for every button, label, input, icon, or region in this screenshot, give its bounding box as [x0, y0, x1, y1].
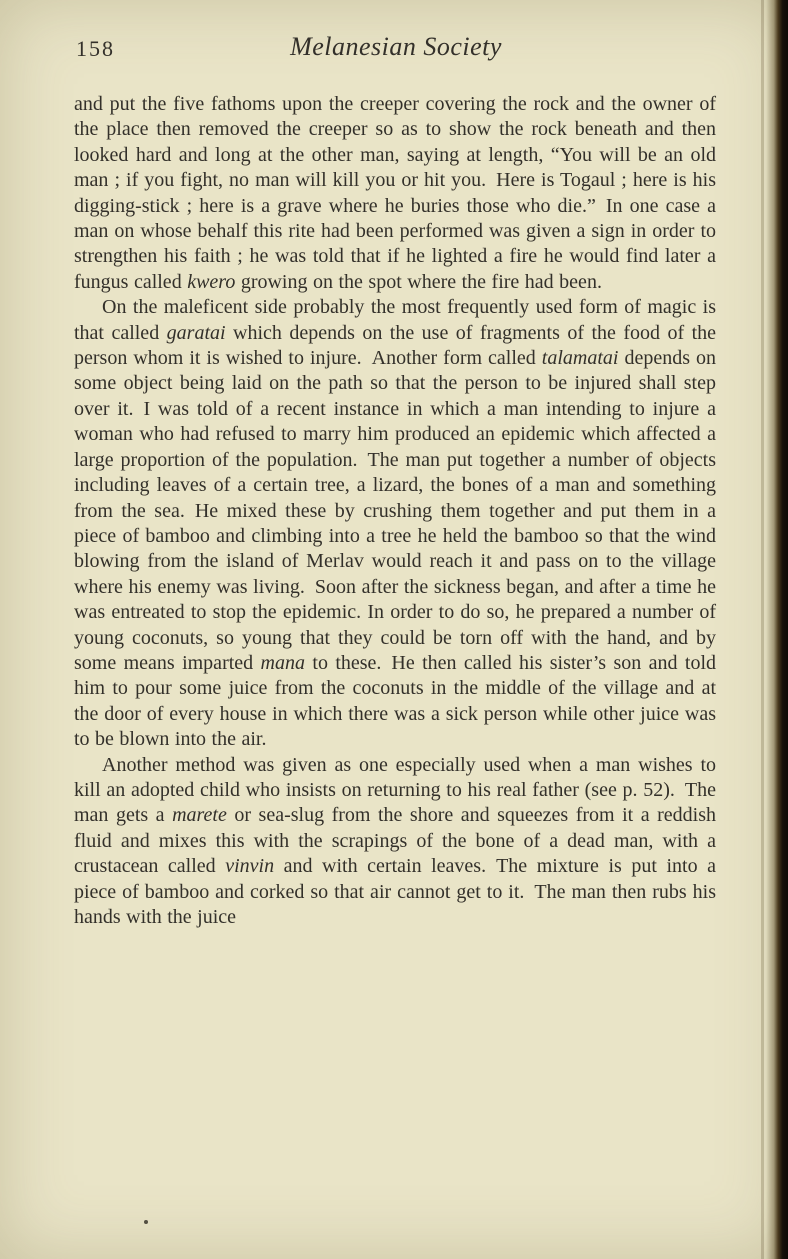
- paragraph: [74, 92, 716, 295]
- italic-term: vinvin: [225, 855, 275, 878]
- text-run: Another method was given as one especially used when a man wishes to kill an adopted child who insists on returning to his real father (see p. 52). The man gets a: [74, 753, 716, 827]
- italic-term: garatai: [166, 321, 226, 344]
- running-header: [0, 32, 788, 66]
- text-run: growing on the spot where the fire had been.: [235, 270, 602, 293]
- text-run: and with certain leaves. The mixture is put into a piece of bamboo and corked so that air cannot get to it. The man then rubs his hands with the juice: [74, 855, 716, 928]
- text-run: On the maleficent side probably the most frequently used form of magic is that called: [74, 296, 716, 344]
- text-block: [74, 92, 716, 930]
- text-run: which depends on the use of fragments of the food of the person whom it is wished to injure. Another form called: [74, 321, 716, 370]
- paragraph: [74, 295, 716, 752]
- page-edge-shadow: [766, 0, 788, 1259]
- text-run: depends on some object being laid on the path so that the person to be injured shall step over it. I was told of a recent instance in which a man intending to injure a woman who had refused to marry him produced an epidemic which affected a large proportion of the population. The man put together a number of objects including leaves of a certain tree, a lizard, the bones of a man and something from the sea. He mixed these by crushing them together and put them in a piece of bamboo and climbing into a tree he held the bamboo so that the wind blowing from the island of Merlav would reach it and pass on to the village where his enemy was living. Soon after the sickness began, and after a time he was entreated to stop the epidemic. In order to do so, he prepared a number of young coconuts, so young that they could be torn off with the hand, and by some means imparted: [74, 347, 716, 674]
- italic-term: talamatai: [541, 347, 619, 370]
- text-run: and put the five fathoms upon the creeper covering the rock and the owner of the place then removed the creeper so as to show the rock beneath and then looked hard and long at the other man, saying at length, “You will be an old man ; if you fight, no man will kill you or hit you. Here is Togaul ; here is his digging-stick ; here is a grave where he buries those who die.” In one case a man on whose behalf this rite had been performed was given a sign in order to strengthen his faith ; he was told that if he lighted a fire he would find later a fungus called: [74, 93, 716, 293]
- text-run: or sea-slug from the shore and squeezes from it a reddish fluid and mixes this with the scrapings of the bone of a dead man, with a crustacean called: [74, 804, 716, 878]
- running-title: Melanesian Society: [290, 32, 502, 61]
- paragraph: [74, 753, 716, 931]
- gutter-shadow-line: [761, 0, 764, 1259]
- italic-term: kwero: [187, 270, 236, 293]
- ink-speck: [144, 1220, 148, 1224]
- italic-term: marete: [172, 804, 227, 827]
- text-run: to these. He then called his sister’s son and told him to pour some juice from the coconuts in the middle of the village and at the door of every house in which there was a sick person while other juice was to be blown into the air.: [74, 651, 716, 751]
- italic-term: mana: [260, 651, 305, 674]
- page-number: 158: [76, 36, 115, 61]
